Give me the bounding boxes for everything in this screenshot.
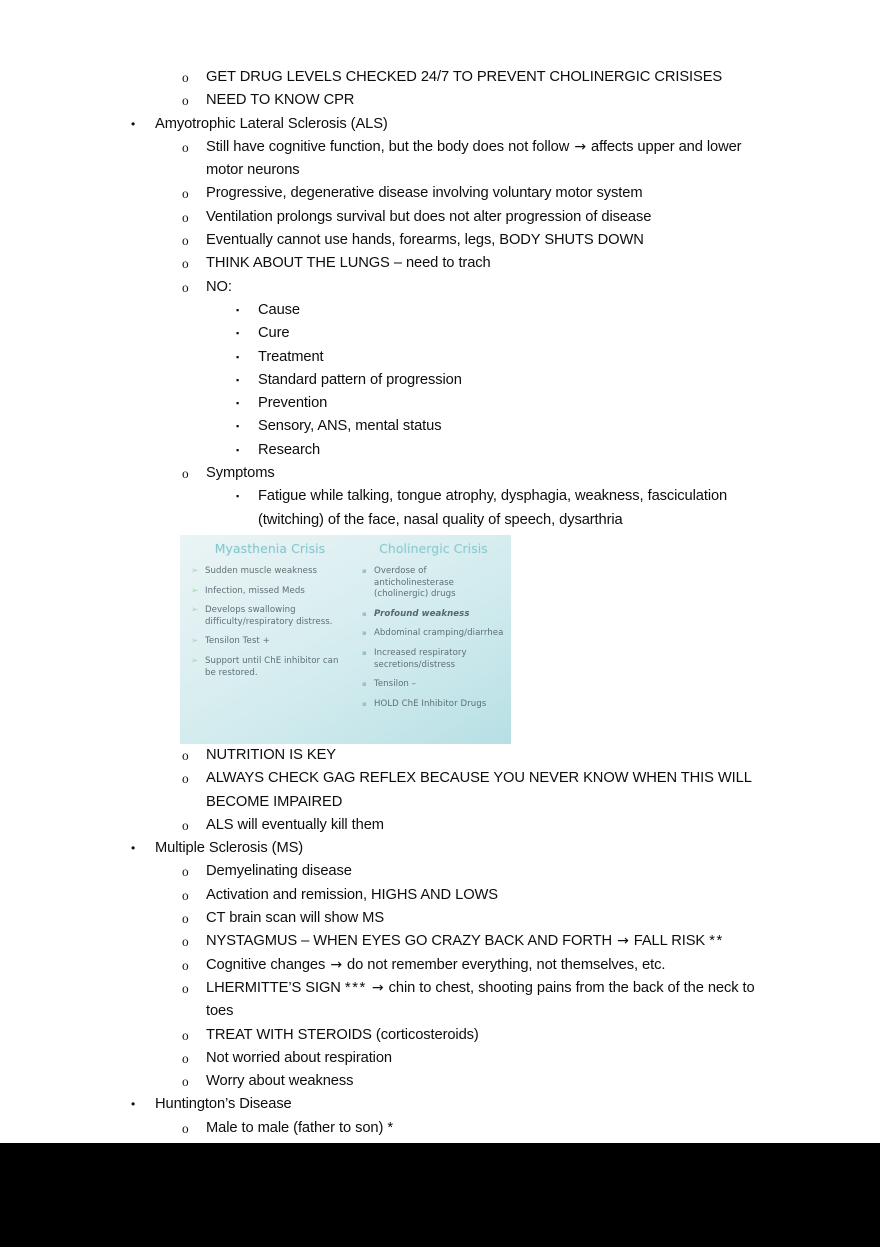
outline-item-level-2 — [0, 252, 880, 275]
outline-item-text: Worry about weakness — [206, 1073, 354, 1090]
outline-item-level-3 — [0, 439, 880, 462]
outline-item-text: Standard pattern of progression — [258, 371, 462, 388]
outline-item-level-2 — [0, 462, 880, 485]
figure-list-item — [360, 609, 507, 621]
list-bullet-icon: ▪ — [236, 304, 240, 315]
figure-item-text: Tensilon Test + — [205, 636, 270, 647]
list-bullet-icon: o — [182, 1027, 189, 1043]
list-bullet-icon: ▪ — [236, 398, 240, 409]
figure-column-cholinergic — [352, 535, 511, 744]
list-bullet-icon: • — [131, 841, 136, 856]
list-bullet-icon: ▪ — [236, 351, 240, 362]
outline-item-text: NEED TO KNOW CPR — [206, 92, 355, 109]
outline-item-text: Sensory, ANS, mental status — [258, 418, 442, 435]
outline-item-level-2 — [0, 884, 880, 907]
outline-item-text: GET DRUG LEVELS CHECKED 24/7 TO PREVENT CHOLINERGIC CRISISES — [206, 69, 723, 85]
figure-item-text: Tensilon – — [374, 679, 417, 690]
outline-item-level-2 — [0, 767, 880, 814]
figure-item-text: Profound weakness — [374, 608, 470, 619]
list-bullet-icon: o — [182, 911, 189, 927]
outline-item-level-2 — [0, 860, 880, 883]
outline-item-level-2 — [0, 1070, 880, 1093]
list-bullet-icon: ▪ — [236, 374, 240, 385]
outline-item-text: ALS will eventually kill them — [206, 816, 384, 833]
figure-item-text: HOLD ChE Inhibitor Drugs — [374, 698, 487, 709]
outline-item-level-3 — [0, 346, 880, 369]
figure-list-item — [190, 566, 346, 578]
list-bullet-icon: o — [182, 1050, 189, 1066]
list-bullet-icon: o — [182, 139, 189, 155]
outline-item-level-3 — [0, 369, 880, 392]
figure-list-item — [190, 605, 346, 628]
figure-item-text: Support until ChE inhibitor can be restored. — [205, 655, 339, 678]
outline-item-level-2 — [0, 954, 880, 977]
emphasis-asterisks: ** — [709, 933, 724, 950]
figure-list-item — [190, 586, 346, 598]
figure-bullet-icon: ➢ — [191, 585, 199, 596]
figure-item-text: Sudden muscle weakness — [205, 566, 318, 576]
figure-item-text: Abdominal cramping/diarrhea — [374, 628, 504, 639]
figure-list-item — [190, 656, 346, 679]
figure-bullet-icon: ➢ — [191, 655, 199, 666]
outline-item-level-2 — [0, 907, 880, 930]
outline-item-level-2 — [0, 1024, 880, 1047]
list-bullet-icon: o — [182, 957, 189, 973]
list-bullet-icon: o — [182, 186, 189, 202]
list-bullet-icon: o — [182, 980, 189, 996]
figure-item-text: Increased respiratory secretions/distress — [374, 647, 467, 670]
list-bullet-icon: o — [182, 279, 189, 295]
outline-item-level-2 — [0, 1117, 880, 1140]
outline-item-text: Progressive, degenerative disease involving voluntary motor system — [206, 185, 643, 202]
outline-item-level-2 — [0, 977, 880, 1024]
figure-list-item — [360, 628, 507, 640]
figure-bullet-icon: ▪ — [362, 648, 367, 657]
outline-item-text: NUTRITION IS KEY — [206, 746, 336, 763]
right-arrow-icon: → — [574, 138, 586, 155]
list-bullet-icon: o — [182, 233, 189, 249]
outline-item-level-2 — [0, 814, 880, 837]
outline-item-text: Research — [258, 441, 321, 458]
outline-item-level-3 — [0, 322, 880, 345]
figure-bullet-icon: ▪ — [362, 629, 367, 638]
outline-item-text: Fatigue while talking, tongue atrophy, dysphagia, weakness, fasciculation (twitching) of the face, nasal quality of speech, dysarthria — [258, 488, 728, 528]
outline-item-level-2 — [0, 229, 880, 252]
outline-item-level-2 — [0, 1047, 880, 1070]
figure-item-text: Develops swallowing difficulty/respiratory distress. — [205, 605, 333, 627]
figure-item-text: Infection, missed Meds — [205, 585, 305, 596]
figure-bullet-icon: ▪ — [362, 609, 367, 618]
list-bullet-icon: o — [182, 864, 189, 880]
figure-bullet-icon: ▪ — [362, 680, 367, 689]
outline-item-text: Ventilation prolongs survival but does not alter progression of disease — [206, 208, 652, 225]
outline-item-level-2 — [0, 744, 880, 767]
figure-column-title: Cholinergic Crisis — [379, 541, 488, 556]
figure-bullet-icon: ▪ — [362, 699, 367, 708]
outline-item-level-1 — [0, 837, 880, 860]
outline-item-text: LHERMITTE’S SIGN *** → chin to chest, shooting pains from the back of the neck to toes — [206, 979, 755, 1020]
emphasis-asterisks: * — [387, 1119, 395, 1136]
list-bullet-icon: • — [131, 1097, 136, 1112]
list-bullet-icon: o — [182, 817, 189, 833]
figure-list-item — [190, 636, 346, 648]
list-bullet-icon: o — [182, 747, 189, 763]
list-bullet-icon: o — [182, 93, 189, 109]
figure-column-items — [190, 566, 346, 679]
outline-item-level-2 — [0, 206, 880, 229]
outline-item-text: Symptoms — [206, 465, 275, 482]
outline-item-level-3 — [0, 299, 880, 322]
right-arrow-icon: → — [330, 956, 342, 973]
outline-item-text: CT brain scan will show MS — [206, 910, 385, 927]
figure-list-item — [360, 566, 507, 601]
outline-item-level-2 — [0, 182, 880, 205]
figure-bullet-icon: ▪ — [362, 567, 367, 575]
list-bullet-icon: o — [182, 1120, 189, 1136]
outline-item-level-1 — [0, 113, 880, 136]
list-bullet-icon: o — [182, 256, 189, 272]
figure-item-text: Overdose of anticholinesterase (cholinergic) drugs — [374, 566, 456, 600]
outline-item-text: Huntington’s Disease — [155, 1096, 292, 1113]
bottom-occlusion-bar — [0, 1143, 880, 1247]
list-bullet-icon: ▪ — [236, 421, 240, 432]
outline-item-text: NYSTAGMUS – WHEN EYES GO CRAZY BACK AND FORTH → FALL RISK ** — [206, 933, 724, 950]
outline-item-level-2 — [0, 136, 880, 183]
outline-item-level-3 — [0, 485, 880, 532]
outline-item-level-2 — [0, 276, 880, 299]
outline-item-level-3 — [0, 392, 880, 415]
outline-item-text: Multiple Sclerosis (MS) — [155, 840, 304, 857]
emphasis-asterisks: *** — [344, 979, 367, 996]
figure-list-item — [360, 699, 507, 711]
myasthenia-vs-cholinergic-crisis-figure — [180, 535, 511, 744]
outline-item-text: Cognitive changes → do not remember everything, not themselves, etc. — [206, 956, 666, 973]
figure-column-items — [360, 566, 507, 710]
list-bullet-icon: o — [182, 771, 189, 787]
figure-bullet-icon: ➢ — [191, 605, 199, 616]
list-bullet-icon: o — [182, 887, 189, 903]
outline-item-text: Demyelinating disease — [206, 863, 352, 880]
list-bullet-icon: o — [182, 934, 189, 950]
outline-item-level-2 — [0, 66, 880, 89]
list-bullet-icon: o — [182, 1074, 189, 1090]
list-bullet-icon: o — [182, 209, 189, 225]
list-bullet-icon: ▪ — [236, 491, 240, 502]
outline-item-text: Activation and remission, HIGHS AND LOWS — [206, 886, 498, 903]
outline-item-text: Eventually cannot use hands, forearms, legs, BODY SHUTS DOWN — [206, 232, 644, 249]
figure-column-title: Myasthenia Crisis — [214, 541, 326, 556]
outline-item-level-1 — [0, 1093, 880, 1116]
list-bullet-icon: o — [182, 466, 189, 482]
outline-item-text: Prevention — [258, 395, 328, 412]
list-bullet-icon: ▪ — [236, 444, 240, 455]
outline-item-level-2 — [0, 89, 880, 112]
outline-item-text: ALWAYS CHECK GAG REFLEX BECAUSE YOU NEVER KNOW WHEN THIS WILL BECOME IMPAIRED — [206, 770, 752, 810]
figure-bullet-icon: ➢ — [191, 636, 199, 647]
list-bullet-icon: • — [131, 116, 136, 131]
outline-item-text: TREAT WITH STEROIDS (corticosteroids) — [206, 1026, 479, 1043]
outline-item-level-2 — [0, 930, 880, 953]
figure-inner — [180, 535, 511, 744]
figure-list-item — [360, 648, 507, 671]
outline-item-level-3 — [0, 415, 880, 438]
outline-item-text: Male to male (father to son) * — [206, 1119, 395, 1136]
right-arrow-icon: → — [371, 979, 384, 996]
outline-item-text: Amyotrophic Lateral Sclerosis (ALS) — [155, 115, 388, 132]
outline-item-text: THINK ABOUT THE LUNGS – need to trach — [206, 255, 491, 272]
figure-list-item — [360, 679, 507, 691]
right-arrow-icon: → — [617, 933, 629, 950]
outline-item-text: Cure — [258, 325, 290, 342]
outline-item-text: Cause — [258, 301, 300, 318]
outline-item-text: Not worried about respiration — [206, 1049, 392, 1066]
outline-item-text: Still have cognitive function, but the body does not follow → affects upper and lower motor neurons — [206, 138, 742, 179]
list-bullet-icon: o — [182, 70, 189, 85]
figure-column-myasthenia — [180, 535, 352, 744]
outline-item-text: NO: — [206, 278, 232, 295]
outline-item-text: Treatment — [258, 348, 324, 365]
figure-bullet-icon: ➢ — [191, 566, 199, 576]
list-bullet-icon: ▪ — [236, 328, 240, 339]
